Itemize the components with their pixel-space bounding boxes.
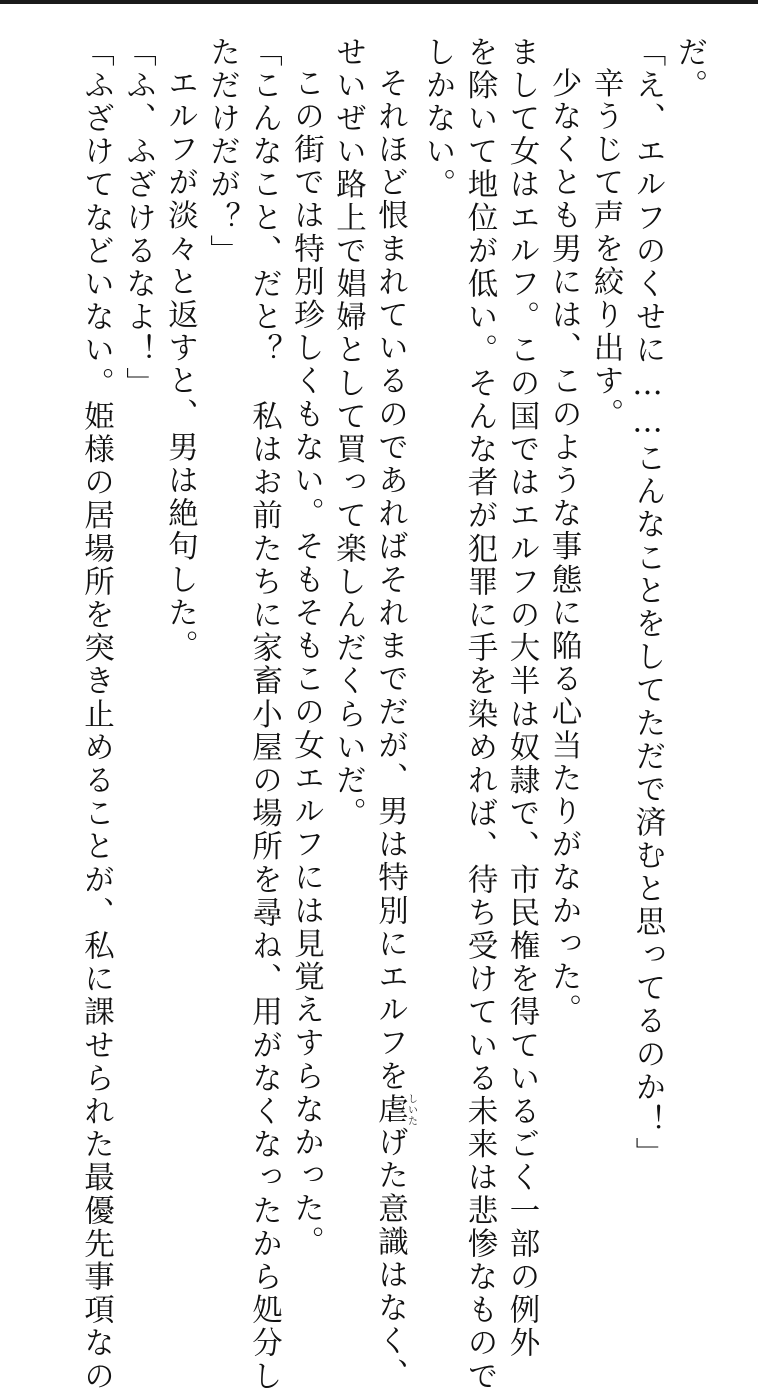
text-line-4: 少なくとも男には、このような事態に陥る心当たりがなかった。 bbox=[546, 67, 581, 1027]
text-line-2: 「え、エルフのくせに……こんなことをしてただで済むと思ってるのか！」 bbox=[630, 36, 665, 1171]
ruby-reading: しいた bbox=[405, 1093, 417, 1127]
text-line-6: を除いて地位が低い。そんな者が犯罪に手を染めれば、待ち受けている未来は悲惨なもので bbox=[462, 36, 497, 1393]
ruby-word bbox=[372, 1093, 417, 1127]
text-line-5: まして女はエルフ。この国ではエルフの大半は奴隷で、市民権を得ているごく一部の例外 bbox=[504, 36, 539, 1360]
text-line-3: 辛うじて声を絞り出す。 bbox=[588, 67, 623, 432]
text-line-1: だ。 bbox=[672, 36, 707, 103]
text-line-8-after: げた意識はなく、 bbox=[372, 1126, 408, 1392]
text-line-9: せいぜい路上で娼婦として買って楽しんだくらいだ。 bbox=[330, 36, 366, 831]
text-line-15: 「ふざけてなどいない。姫様の居場所を突き止めることが、私に課せられた最優先事項なの bbox=[78, 36, 114, 1393]
text-line-11: 「こんなこと、だと？ 私はお前たちに家畜小屋の場所を尋ね、用がなくなったから処分し bbox=[246, 36, 282, 1393]
ruby-base: 虐 bbox=[372, 1093, 408, 1127]
text-line-7: しかない。 bbox=[420, 36, 455, 202]
vertical-text-page bbox=[70, 36, 710, 1393]
text-line-14: 「ふ、ふざけるなよ！」 bbox=[120, 36, 156, 401]
text-line-12: ただけだが？」 bbox=[204, 36, 240, 268]
text-line-10: この街では特別珍しくもない。そもそもこの女エルフには見覚えすらなかった。 bbox=[288, 67, 324, 1259]
top-border-rule bbox=[0, 0, 758, 4]
text-line-8 bbox=[369, 36, 417, 1392]
text-line-13: エルフが淡々と返すと、男は絶句した。 bbox=[162, 67, 198, 663]
text-line-8-before: それほど恨まれているのであればそれまでだが、男は特別にエルフを bbox=[372, 67, 408, 1094]
